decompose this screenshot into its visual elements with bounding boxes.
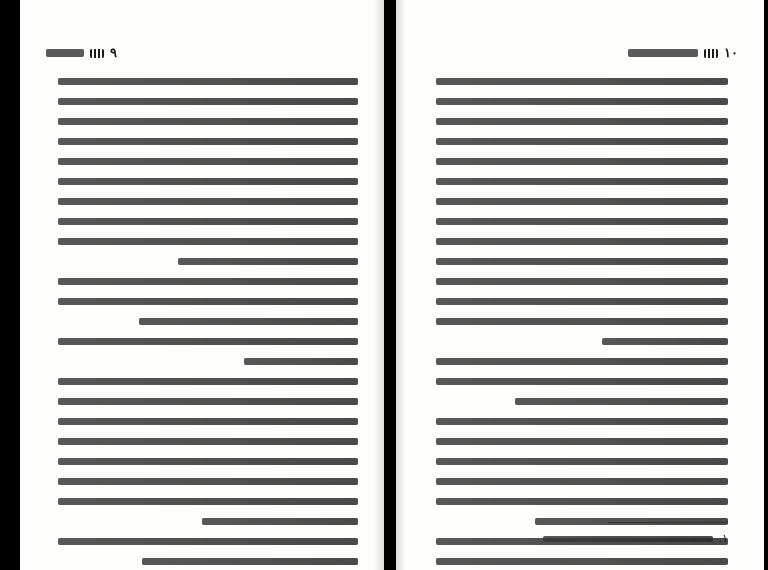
text-line <box>58 78 358 85</box>
text-line <box>58 418 358 425</box>
body-text <box>58 78 358 570</box>
text-line <box>58 538 358 545</box>
text-line <box>436 258 728 265</box>
text-line <box>58 458 358 465</box>
paragraph <box>58 338 358 365</box>
text-line <box>436 178 728 185</box>
page-number: ۹ <box>110 45 117 61</box>
text-line <box>58 398 358 405</box>
text-line <box>58 158 358 165</box>
text-line <box>436 558 728 565</box>
text-line <box>436 238 728 245</box>
text-line <box>202 518 358 525</box>
text-line <box>436 498 728 505</box>
text-line <box>58 218 358 225</box>
paragraph <box>436 78 728 345</box>
text-line <box>436 218 728 225</box>
footnote-marker: ۱. <box>718 532 728 545</box>
text-line <box>58 118 358 125</box>
text-line <box>436 438 728 445</box>
running-head-left <box>46 44 117 62</box>
text-line <box>58 478 358 485</box>
text-line <box>436 478 728 485</box>
text-line <box>58 298 358 305</box>
text-line <box>178 258 358 265</box>
footnote <box>436 532 728 545</box>
text-line <box>58 98 358 105</box>
text-line <box>58 338 358 345</box>
text-line <box>139 318 358 325</box>
footnote-rule <box>608 522 728 523</box>
text-line <box>58 138 358 145</box>
paragraph <box>436 418 728 525</box>
text-line <box>436 298 728 305</box>
text-line <box>58 278 358 285</box>
paragraph <box>58 278 358 325</box>
text-line <box>436 358 728 365</box>
text-line <box>436 78 728 85</box>
running-head-title <box>628 49 698 57</box>
text-line <box>436 418 728 425</box>
left-page <box>20 0 384 570</box>
right-page <box>396 0 764 570</box>
text-line <box>436 318 728 325</box>
paragraph <box>436 358 728 405</box>
running-head-right <box>628 44 738 62</box>
text-line <box>436 98 728 105</box>
text-line <box>436 118 728 125</box>
text-line <box>58 498 358 505</box>
page-number: ۱۰ <box>724 45 738 61</box>
text-line <box>58 238 358 245</box>
footnote-text-line <box>543 536 713 542</box>
paragraph <box>58 378 358 525</box>
paragraph <box>58 78 358 265</box>
body-text <box>436 78 728 570</box>
text-line <box>515 398 728 405</box>
running-head-title <box>46 49 84 57</box>
text-line <box>58 178 358 185</box>
text-line <box>436 378 728 385</box>
ornament-icon <box>90 49 104 58</box>
text-line <box>244 358 358 365</box>
text-line <box>58 198 358 205</box>
text-line <box>602 338 728 345</box>
text-line <box>436 138 728 145</box>
gutter-shadow <box>396 0 406 570</box>
text-line <box>436 198 728 205</box>
ornament-icon <box>704 49 718 58</box>
text-line <box>142 558 358 565</box>
text-line <box>436 278 728 285</box>
text-line <box>436 158 728 165</box>
text-line <box>58 378 358 385</box>
gutter-shadow <box>374 0 384 570</box>
paragraph <box>58 538 358 565</box>
text-line <box>436 458 728 465</box>
text-line <box>58 438 358 445</box>
